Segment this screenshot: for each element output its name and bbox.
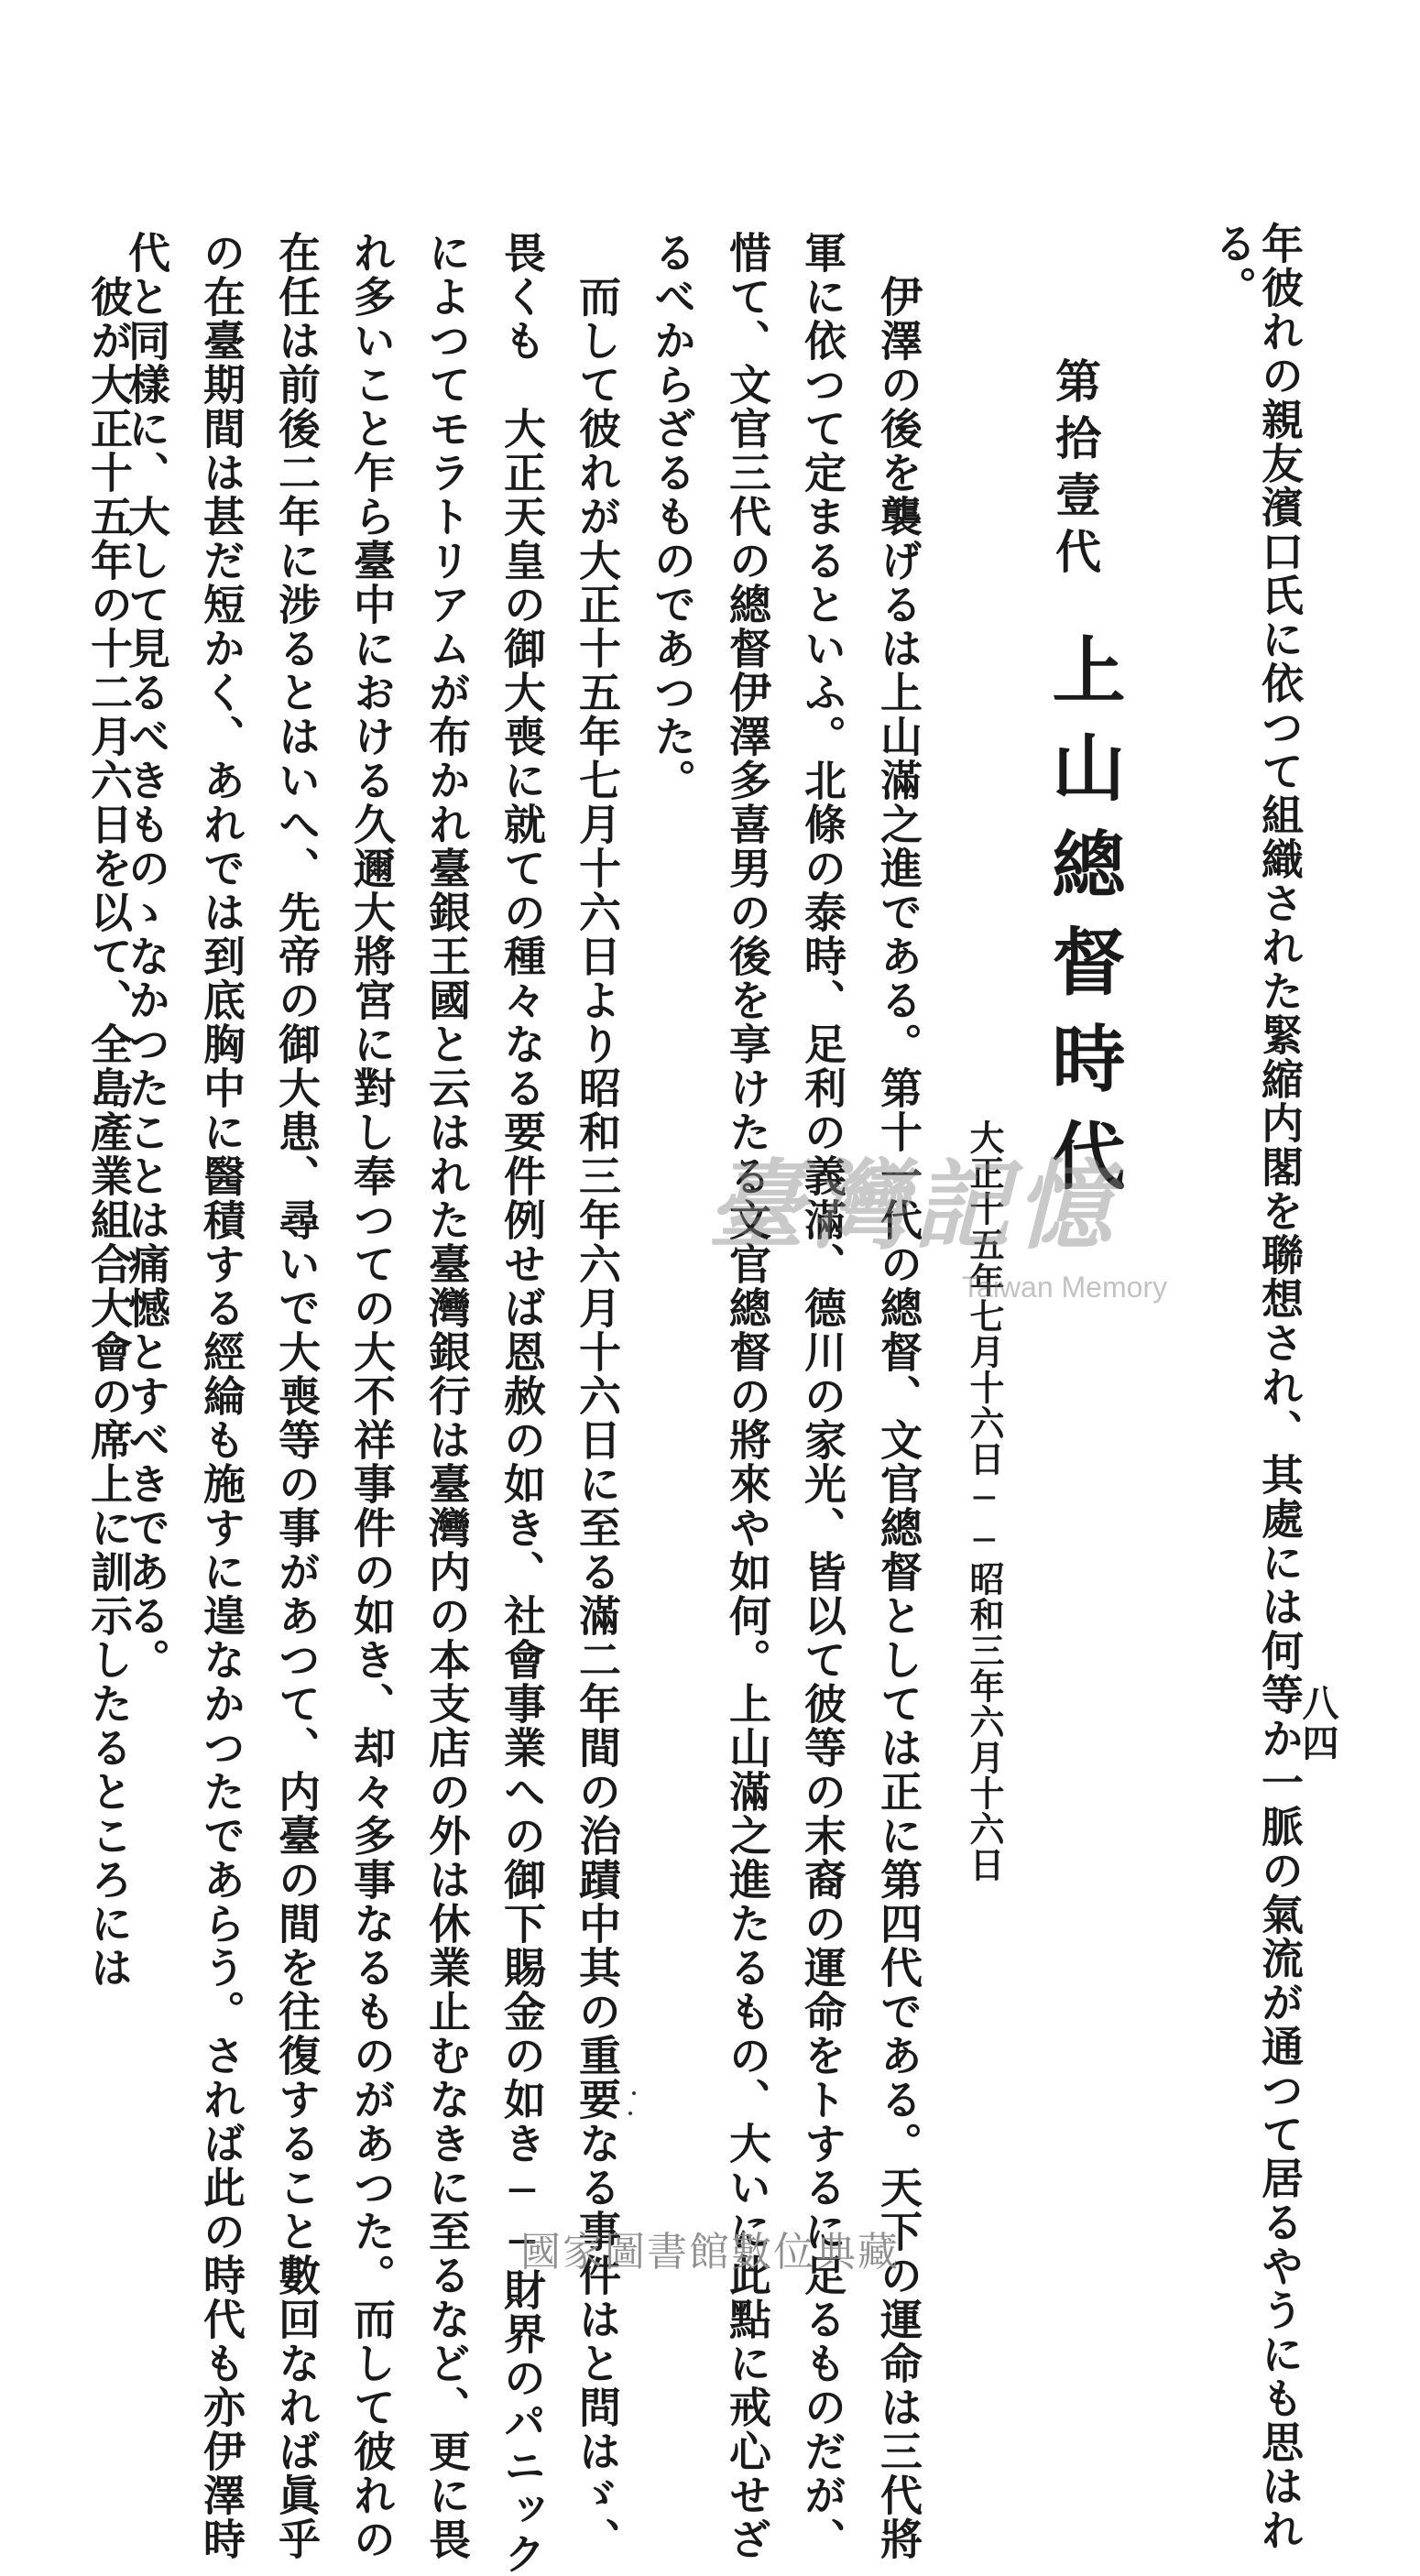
text-column: 軍に依つて定まるといふ。北條の泰時、足利の義滿、德川の家光、皆以て彼等の末裔の運命をトするに足るものだが、 (798, 231, 847, 2561)
chapter-label: 第拾壹代 (1048, 357, 1102, 584)
text-column: れ多いこと乍ら臺中における久邇大將宮に對し奉つての大不祥事件の如き、却々多事なるものがあつた。而して彼れの (347, 231, 397, 2561)
text-column: る。 (1208, 222, 1258, 310)
chapter-dates: 大正十五年七月十六日──昭和三年六月十六日 (964, 1119, 1005, 1883)
text-column: 伊澤の後を襲げるは上山滿之進である。第十一代の總督、文官總督としては正に第四代である。天下の運命は三代將 (874, 275, 923, 2561)
watermark-subtitle: Taiwan Memory (962, 1271, 1168, 1304)
text-column: 彼が大正十五年の十二月六日を以て、全島產業組合大會の席上に訓示したるところには (84, 275, 134, 1990)
text-column: によつてモラトリアムが布かれ臺銀王國と云はれた臺灣銀行は臺灣内の本支店の外は休業止むなきに至るなど、更に畏 (422, 231, 472, 2561)
chapter-title: 上山總督時代 (1040, 632, 1126, 1215)
taiwan-memory-watermark (707, 1129, 1202, 1330)
text-column: 畏くも 大正天皇の御大喪に就ての種々なる要件例せば恩赦の如き、社會事業への御下賜金の如き──財界のパニック (497, 231, 547, 2576)
text-column: の在臺期間は甚だ短かく、あれでは到底胸中に醫積する經綸も施すに遑なかつたであらう。されば此の時代も亦伊澤時 (197, 231, 246, 2561)
scan-speck (628, 2112, 632, 2115)
library-footer: 國家圖書館數位典藏 (520, 2229, 900, 2276)
scan-speck (632, 2091, 636, 2095)
text-column: 在任は前後二年に涉るとはいへ、先帝の御大患、尋いで大喪等の事があつて、内臺の間を往復すること數回なれば眞乎 (272, 231, 322, 2561)
page-number: 八四 (1296, 1684, 1339, 1764)
watermark-logo: 臺灣記憶 (707, 1148, 1118, 1262)
text-column: 而して彼れが大正十五年七月十六日より昭和三年六月十六日に至る滿二年間の治蹟中其の重要なる事件はと問はゞ、 (573, 275, 622, 2561)
text-column: 惜て、文官三代の總督伊澤多喜男の後を享けたる文官總督の將來や如何。上山滿之進たるもの、大いに此點に戒心せざ (723, 231, 772, 2561)
text-column: るべからざるものであつた。 (648, 231, 697, 802)
text-column: 年彼れの親友濱口氏に依つて組織された緊縮内閣を聯想され、其處には何等か一脈の氣流が通つて居るやうにも思はれ (1255, 222, 1305, 2552)
text-column: 代と同樣に、大して見るべきものゝなかつたことは痛憾とすべきである。 (122, 231, 171, 1682)
